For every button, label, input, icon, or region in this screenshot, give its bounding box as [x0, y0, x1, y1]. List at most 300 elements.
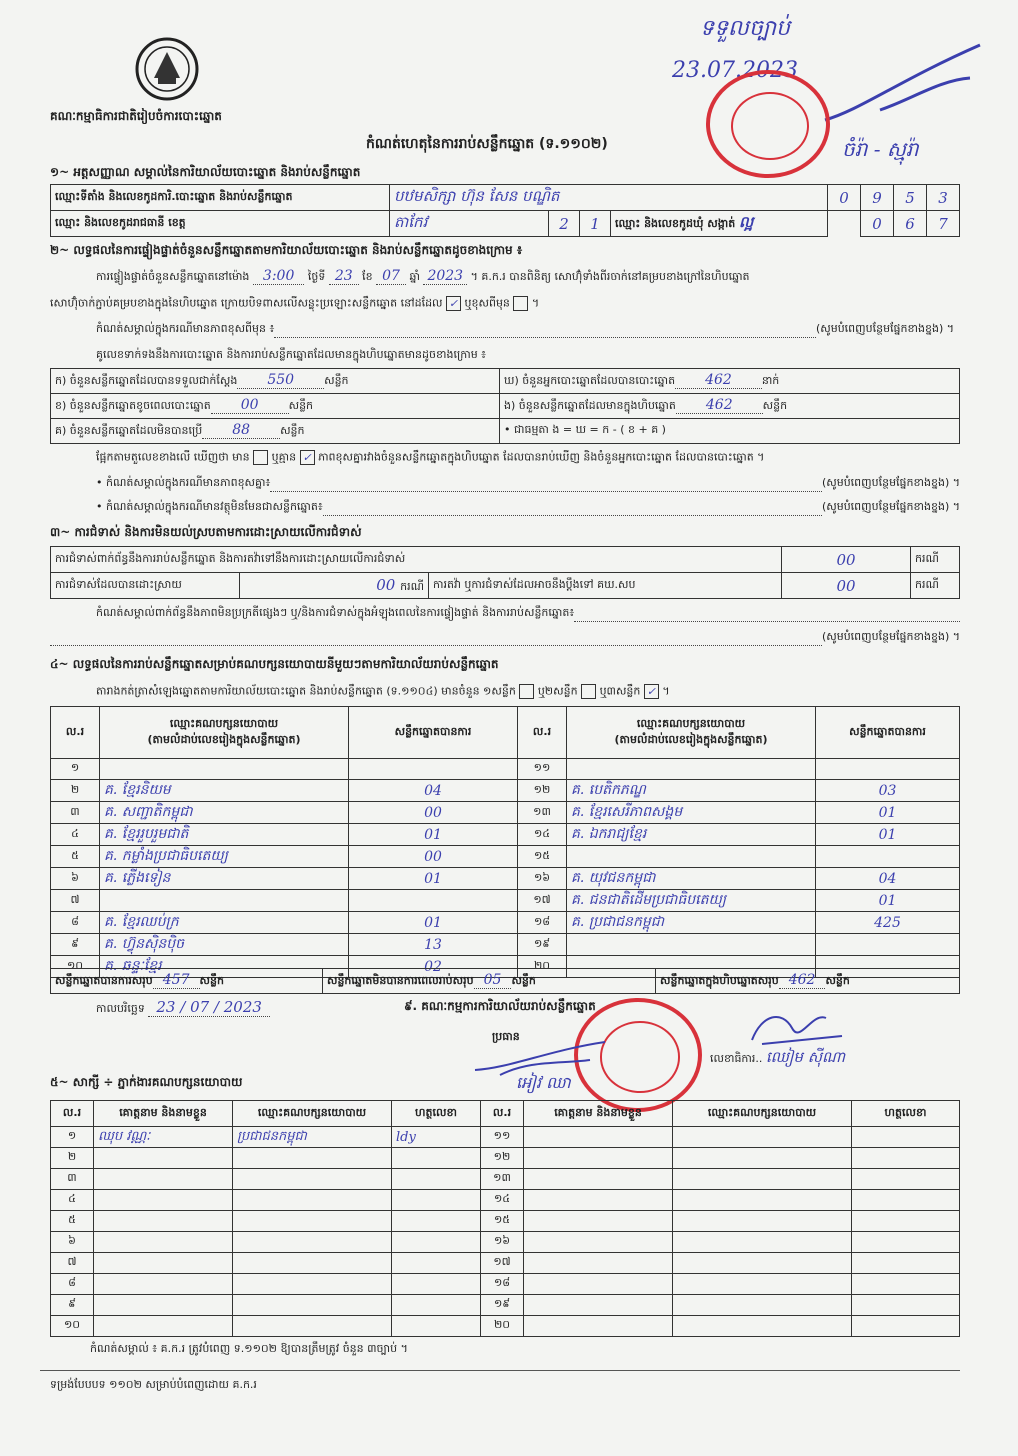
- has-discrepancy-checkbox[interactable]: [253, 450, 268, 465]
- two-sheet-text: ឬ២សន្លឹក: [537, 684, 578, 698]
- party-votes: 00: [349, 802, 518, 824]
- verification-day: 23: [329, 268, 359, 285]
- irregularity-note-label: កំណត់សម្គាល់ពាក់ព័ន្ធនឹងភាពមិនប្រក្រតីផ្សេងៗ ឬ/និងការជំទាស់ក្នុងអំឡុងពេលនៃការផ្ទៀងផ្ទាត់ និងការរាប់សន្លឹកឆ្នោត៖: [96, 606, 575, 619]
- chair-name: អៀវ ឈា: [516, 1073, 571, 1092]
- party-no: ១២: [518, 780, 567, 802]
- witness-signature: [392, 1148, 481, 1169]
- witness-party: [233, 1211, 392, 1232]
- witness-header-no: ល.រ: [51, 1101, 94, 1127]
- party-no: ៤: [51, 824, 100, 846]
- section2-title: ២~ លទ្ធផលនៃការផ្ទៀងផ្ទាត់ចំនួនសន្លឹកឆ្នោតតាមការិយាល័យបោះឆ្នោត និងរាប់សន្លឹកឆ្នោតដូចខាងក្រោម ៖: [50, 243, 523, 257]
- appeal-count: 00: [782, 573, 911, 599]
- verification-year: 2023: [423, 268, 467, 285]
- witness-no: ៤: [51, 1190, 94, 1211]
- bullet2-line: [96, 500, 960, 516]
- party-no: ១៦: [518, 868, 567, 890]
- bullet1-hint: (សូមបំពេញបន្ថែមផ្នែកខាងខ្នង) ។: [821, 476, 960, 489]
- resolved-unit: ករណី: [400, 579, 424, 593]
- results-header-no: ល.រ: [51, 707, 100, 759]
- day-label: ថ្ងៃទី: [307, 270, 326, 283]
- witness-row: [51, 1190, 960, 1211]
- party-no: ១០: [51, 956, 100, 978]
- witness-no: ១៧: [481, 1253, 524, 1274]
- spoiled-value: 00: [211, 397, 289, 414]
- witness-signature: [852, 1148, 960, 1169]
- footer-form-code: ទម្រង់បែបបទ ១១០២ សម្រាប់បំពេញដោយ គ.ក.រ: [50, 1378, 257, 1391]
- received-unit: សន្លឹក: [324, 374, 349, 387]
- witness-party: [233, 1232, 392, 1253]
- total-valid-cell: [51, 969, 323, 994]
- witness-no: ៥: [51, 1211, 94, 1232]
- resolved-count: [240, 573, 429, 599]
- witness-row: [51, 1127, 960, 1148]
- witness-party: [233, 1148, 392, 1169]
- unused-unit: សន្លឹក: [280, 424, 305, 437]
- no-discrepancy-checkbox[interactable]: ✓: [300, 450, 315, 465]
- party-name: [100, 759, 349, 780]
- tally-sheet-text: តារាងកត់ត្រាសំឡេងឆ្នោតតាមការិយាល័យបោះឆ្នោត និងរាប់សន្លឹកឆ្នោត (ទ.១១០៤) មានចំនួន ១សន្លឹក: [96, 684, 516, 698]
- location-code-1: 9: [861, 185, 894, 211]
- bullet1-field[interactable]: [270, 476, 822, 492]
- discrepancy-text: ផ្អែកតាមតួលេខខាងលើ ឃើញថា មាន: [96, 450, 250, 464]
- witness-party: ប្រជាជនកម្ពុជា: [233, 1127, 392, 1148]
- witness-header-party-2: ឈ្មោះគណបក្សនយោបាយ: [673, 1101, 852, 1127]
- objection-label: ការជំទាស់ពាក់ព័ន្ធនឹងការរាប់សន្លឹកឆ្នោត និងការតវ៉ាទៅនឹងការដោះស្រាយលើការជំទាស់: [51, 547, 782, 573]
- party-name: គ. ខ្មែររួបរួមជាតិ: [100, 824, 349, 846]
- results-row: [51, 846, 960, 868]
- witness-signature: [392, 1274, 481, 1295]
- section5-title: ៥~ សាក្សី ÷ ភ្នាក់ងារគណបក្សនយោបាយ: [50, 1075, 243, 1089]
- lock-or-text: ឬខុសពីមុន: [464, 296, 510, 310]
- month-label: ខែ: [362, 270, 373, 283]
- results-row: [51, 868, 960, 890]
- irregularity-note-line2: [50, 630, 960, 646]
- witness-header-no-2: ល.រ: [481, 1101, 524, 1127]
- witness-party: [673, 1316, 852, 1337]
- irregularity-note-field2[interactable]: [50, 630, 822, 646]
- bullet2-hint: (សូមបំពេញបន្ថែមផ្នែកខាងខ្នង) ។: [821, 500, 960, 513]
- commune-label-text: ឈ្មោះ និងលេខកូដឃុំ សង្កាត់: [615, 216, 736, 230]
- witness-body: [51, 1127, 960, 1337]
- witness-signature: [852, 1253, 960, 1274]
- party-no: ១៨: [518, 912, 567, 934]
- witness-party: [673, 1274, 852, 1295]
- witness-row: [51, 1211, 960, 1232]
- witness-party: [673, 1169, 852, 1190]
- discrepancy-line: [96, 450, 764, 467]
- party-no: ២០: [518, 956, 567, 978]
- witness-header-sign-2: ហត្ថលេខា: [852, 1101, 960, 1127]
- total-box-value: 462: [779, 972, 826, 989]
- section4-title: ៤~ លទ្ធផលនៃការរាប់សន្លឹកឆ្នោតសម្រាប់គណបក្សនយោបាយនីមួយៗតាមការិយាល័យរាប់សន្លឹកឆ្នោត: [50, 657, 499, 671]
- witness-name: [94, 1274, 233, 1295]
- witness-party: [673, 1295, 852, 1316]
- witness-row: [51, 1232, 960, 1253]
- date-label: កាលបរិច្ឆេទ: [96, 1002, 145, 1015]
- party-no: ៦: [51, 868, 100, 890]
- verification-line: [96, 268, 966, 286]
- witness-signature: [392, 1211, 481, 1232]
- in-box-value: 462: [676, 397, 763, 414]
- section3-title: ៣~ ការជំទាស់ និងការមិនយល់ស្របតាមការដោះស្រាយលើការជំទាស់: [50, 525, 362, 539]
- location-code-2: 5: [894, 185, 927, 211]
- results-table: [50, 706, 960, 978]
- secretary-label: លេខាធិការ: [710, 1052, 756, 1065]
- counting-committee-label: ៩. គណៈកម្មការការិយាល័យរាប់សន្លឹកឆ្នោត: [404, 999, 596, 1013]
- witness-signature: [852, 1211, 960, 1232]
- party-no: ៨: [51, 912, 100, 934]
- footer-note: កំណត់សម្គាល់ ៖ គ.ក.រ ត្រូវបំពេញ ទ.១១០២ ឱ្យបានត្រឹមត្រូវ ចំនួន ៣ច្បាប់ ។: [90, 1342, 408, 1355]
- commune-value: ល្អ: [739, 212, 754, 231]
- witness-party: [673, 1211, 852, 1232]
- committee-name: គណៈកម្មាធិការជាតិរៀបចំការបោះឆ្នោត: [50, 109, 222, 123]
- party-name: គ. បេតិកភណ្ឌ: [567, 780, 816, 802]
- in-box-row: [500, 394, 960, 419]
- witness-signature: [852, 1274, 960, 1295]
- voters-row: [500, 369, 960, 394]
- witness-party: [233, 1169, 392, 1190]
- witness-party: [233, 1295, 392, 1316]
- party-no: ១៩: [518, 934, 567, 956]
- witness-no: ១៤: [481, 1190, 524, 1211]
- received-value: 550: [237, 372, 324, 389]
- witness-no: ១០: [51, 1316, 94, 1337]
- witness-row: [51, 1253, 960, 1274]
- party-name: គ. យុវជនកម្ពុជា: [567, 868, 816, 890]
- party-votes: 01: [816, 802, 960, 824]
- spoiled-unit: សន្លឹក: [288, 399, 314, 412]
- bullet2-label: • កំណត់សម្គាល់ក្នុងករណីមានវត្ថុមិនមែនជាសន្លឹកឆ្នោត៖: [96, 500, 323, 513]
- party-votes: 02: [349, 956, 518, 978]
- party-votes: [349, 890, 518, 912]
- footer-divider: [40, 1370, 960, 1371]
- voters-label: ឃ) ចំនួនអ្នកបោះឆ្នោតដែលបានបោះឆ្នោត: [504, 374, 676, 387]
- witness-no: ១៣: [481, 1169, 524, 1190]
- signature-stroke: [820, 40, 990, 130]
- witness-name: [94, 1232, 233, 1253]
- appeal-label: ការតវ៉ា ឬការជំទាស់ដែលអាចនឹងប្តឹងទៅ គឃ.សប: [429, 573, 782, 599]
- bullet1-label: • កំណត់សម្គាល់ក្នុងករណីមានភាពខុសគ្នា៖: [96, 476, 271, 489]
- witness-name: [524, 1211, 673, 1232]
- witness-name: [94, 1148, 233, 1169]
- handwritten-received: ទទួលច្បាប់: [700, 16, 791, 41]
- witness-signature: [852, 1295, 960, 1316]
- commune-code-1: 6: [894, 211, 927, 237]
- party-votes: 04: [816, 868, 960, 890]
- witness-signature: [392, 1295, 481, 1316]
- party-votes: [816, 934, 960, 956]
- witness-signature: [852, 1190, 960, 1211]
- results-header-no-2: ល.រ: [518, 707, 567, 759]
- party-no: ៩: [51, 934, 100, 956]
- in-box-label: ង) ចំនួនសន្លឹកឆ្នោតដែលមានក្នុងហិបឆ្នោត: [504, 399, 676, 412]
- party-votes: 01: [349, 912, 518, 934]
- party-votes: 00: [349, 846, 518, 868]
- lock-text: សោហ៊ុំចាក់ភ្ជាប់គម្របខាងក្នុងនៃហិបឆ្នោត ក្រោយបិទពាសលើសន្លុះប្រឡោះសន្លឹកឆ្នោត នៅដដែល: [50, 296, 443, 310]
- voters-unit: នាក់: [761, 374, 780, 387]
- witness-signature: [392, 1190, 481, 1211]
- spoiled-label: ខ) ចំនួនសន្លឹកឆ្នោតខូចពេលបោះឆ្នោត: [55, 399, 211, 412]
- handwritten-date: 23.07.2023: [672, 58, 798, 83]
- location-value: បឋមសិក្សា ហ៊ុន សែន បណ្ឌិត: [390, 185, 828, 211]
- witness-signature: [852, 1169, 960, 1190]
- figures-table: [50, 368, 960, 444]
- location-label: ឈ្មោះទីតាំង និងលេខកូដការិ.បោះឆ្នោត និងរាប់សន្លឹកឆ្នោត: [51, 185, 390, 211]
- total-invalid-unit: សន្លឹក: [511, 974, 536, 987]
- discrepancy-or: ឬគ្មាន: [271, 450, 297, 464]
- official-stamp-top: [706, 70, 830, 178]
- witness-no: ៨: [51, 1274, 94, 1295]
- party-name: គ. ខ្មែរនិយម: [100, 780, 349, 802]
- witness-no: ១២: [481, 1148, 524, 1169]
- total-invalid-cell: [322, 969, 655, 994]
- party-no: ១: [51, 759, 100, 780]
- witness-no: ១: [51, 1127, 94, 1148]
- total-valid-unit: សន្លឹក: [199, 974, 224, 987]
- two-sheet-checkbox[interactable]: [581, 684, 596, 699]
- total-box-label: សន្លឹកឆ្នោតក្នុងហិបឆ្នោតសរុប: [660, 974, 779, 987]
- total-valid-value: 457: [153, 972, 200, 989]
- witness-name: [94, 1211, 233, 1232]
- party-no: ១៣: [518, 802, 567, 824]
- results-row: [51, 824, 960, 846]
- party-name: គ. ជនជាតិដើមប្រជាធិបតេយ្យ: [567, 890, 816, 912]
- section1-title: ១~ អត្តសញ្ញាណ សម្គាល់នៃការិយាល័យបោះឆ្នោត និងរាប់សន្លឹកឆ្នោត: [50, 165, 361, 179]
- totals-table: [50, 968, 960, 994]
- results-row: [51, 780, 960, 802]
- witness-party: [233, 1253, 392, 1274]
- witness-party: [673, 1253, 852, 1274]
- witness-name: [524, 1169, 673, 1190]
- nec-emblem: [134, 36, 200, 102]
- results-row: [51, 890, 960, 912]
- spoiled-row: [51, 394, 500, 419]
- party-votes: 03: [816, 780, 960, 802]
- party-no: ១៧: [518, 890, 567, 912]
- difference-note-label: កំណត់សម្គាល់ក្នុងករណីមានភាពខុសពីមុន ៖: [96, 322, 275, 335]
- witness-name: [94, 1253, 233, 1274]
- commune-gap: [828, 211, 861, 237]
- commune-label: [611, 211, 828, 237]
- total-invalid-value: 05: [474, 972, 512, 989]
- received-label: ក) ចំនួនសន្លឹកឆ្នោតដែលបានទទួលជាក់ស្តែង: [55, 374, 238, 387]
- results-row: [51, 934, 960, 956]
- results-body: [51, 759, 960, 978]
- three-sheet-checkbox[interactable]: ✓: [644, 684, 659, 699]
- party-votes: 01: [816, 890, 960, 912]
- results-header-votes-2: សន្លឹកឆ្នោតបានការ: [816, 707, 960, 759]
- verification-text: ការផ្ទៀងផ្ទាត់ចំនួនសន្លឹកឆ្នោតនៅម៉ោង: [96, 270, 250, 283]
- witness-party: [233, 1190, 392, 1211]
- witness-name: [524, 1274, 673, 1295]
- party-no: ១១: [518, 759, 567, 780]
- witness-no: ៩: [51, 1295, 94, 1316]
- witness-signature: [852, 1316, 960, 1337]
- location-code-3: 3: [927, 185, 960, 211]
- party-name: [567, 759, 816, 780]
- witness-signature: [392, 1316, 481, 1337]
- witness-party: [673, 1232, 852, 1253]
- verification-month: 07: [376, 268, 406, 285]
- witness-no: ៦: [51, 1232, 94, 1253]
- unused-label: គ) ចំនួនសន្លឹកឆ្នោតដែលមិនបានប្រើ: [55, 424, 203, 437]
- witness-header-sign: ហត្ថលេខា: [392, 1101, 481, 1127]
- witness-name: [94, 1295, 233, 1316]
- witness-name: [524, 1148, 673, 1169]
- difference-note-hint: (សូមបំពេញបន្ថែមផ្នែកខាងខ្នង) ។: [815, 322, 954, 335]
- results-row: [51, 802, 960, 824]
- results-header-votes: សន្លឹកឆ្នោតបានការ: [349, 707, 518, 759]
- witness-name: [524, 1232, 673, 1253]
- party-name: គ. ខ្មែរសេរីភាពសង្គម: [567, 802, 816, 824]
- party-no: ២: [51, 780, 100, 802]
- witness-name: [524, 1253, 673, 1274]
- party-name: គ. ខ្មែរឈប់ក្រ: [100, 912, 349, 934]
- secretary-line: លេខាធិការ.. ឈៀម ស៊ីណា: [710, 1048, 846, 1066]
- witness-party: [673, 1148, 852, 1169]
- party-name: [567, 846, 816, 868]
- witness-name: [94, 1316, 233, 1337]
- witness-party: [673, 1190, 852, 1211]
- appeal-unit: ករណី: [911, 573, 960, 599]
- witness-party: [673, 1127, 852, 1148]
- witness-name: [524, 1127, 673, 1148]
- year-label: ឆ្នាំ: [409, 270, 420, 283]
- objection-table: [50, 546, 960, 599]
- chair-signature: [470, 1030, 610, 1080]
- witness-header-party: ឈ្មោះគណបក្សនយោបាយ: [233, 1101, 392, 1127]
- changed-checkbox[interactable]: [513, 296, 528, 311]
- discrepancy-text-end: ភាពខុសគ្នារវាងចំនួនសន្លឹកឆ្នោតក្នុងហិបឆ្នោត ដែលបានរាប់ឃើញ និងចំនួនអ្នកបោះឆ្នោត ដែលបានបោះឆ្នោត ។: [318, 450, 765, 464]
- tally-sheet-line: តារាងកត់ត្រាសំឡេងឆ្នោតតាមការិយាល័យបោះឆ្នោត និងរាប់សន្លឹកឆ្នោត (ទ.១១០៤) មានចំនួន ១សន្លឹក ឬ២សន្លឹក ឬ៣សន្លឹក ✓ ។: [96, 684, 670, 698]
- voters-value: 462: [675, 372, 762, 389]
- witness-table: [50, 1100, 960, 1337]
- irregularity-note-field[interactable]: [574, 606, 960, 622]
- total-box-cell: [656, 969, 960, 994]
- resolved-count-value: 00: [376, 575, 396, 594]
- witness-row: [51, 1148, 960, 1169]
- province-code-1: 1: [580, 211, 611, 237]
- objection-count: 00: [782, 547, 911, 573]
- results-header-party-2: ឈ្មោះគណបក្សនយោបាយ (តាមលំដាប់លេខរៀងក្នុងសន្លឹកឆ្នោត): [567, 707, 816, 759]
- witness-row: [51, 1169, 960, 1190]
- party-name: គ. ប្រជាជនកម្ពុជា: [567, 912, 816, 934]
- lock-line: សោហ៊ុំចាក់ភ្ជាប់គម្របខាងក្នុងនៃហិបឆ្នោត ក្រោយបិទពាសលើសន្លុះប្រឡោះសន្លឹកឆ្នោត នៅដដែល ✓ ឬខុសពីមុន ។: [50, 296, 540, 310]
- witness-party: [233, 1316, 392, 1337]
- witness-signature: ldy: [392, 1127, 481, 1148]
- party-name: គ. ឆន្ទៈខ្មែរ: [100, 956, 349, 978]
- party-votes: [349, 759, 518, 780]
- party-name: គ. ភ្លើងទៀន: [100, 868, 349, 890]
- total-box-unit: សន្លឹក: [825, 974, 850, 987]
- unused-value: 88: [202, 422, 280, 439]
- witness-signature: [392, 1232, 481, 1253]
- difference-note-field[interactable]: [274, 322, 816, 338]
- witness-signature: [392, 1169, 481, 1190]
- witness-name: [94, 1190, 233, 1211]
- witness-no: ១៩: [481, 1295, 524, 1316]
- bullet1-line: [96, 476, 960, 492]
- same-checkbox[interactable]: ✓: [446, 296, 461, 311]
- secretary-name: ឈៀម ស៊ីណា: [765, 1048, 846, 1066]
- province-value: តាកែវ: [390, 211, 549, 237]
- province-label: ឈ្មោះ និងលេខកូដរាជធានី ខេត្ត: [51, 211, 390, 237]
- three-sheet-text: ឬ៣សន្លឹក: [599, 684, 641, 698]
- formula: • ជាធម្មតា ង = ឃ = ក - ( ខ + គ ): [500, 419, 960, 444]
- irregularity-note-hint: (សូមបំពេញបន្ថែមផ្នែកខាងខ្នង) ។: [821, 630, 960, 643]
- witness-no: ១៥: [481, 1211, 524, 1232]
- results-header-party: ឈ្មោះគណបក្សនយោបាយ (តាមលំដាប់លេខរៀងក្នុងសន្លឹកឆ្នោត): [100, 707, 349, 759]
- witness-signature: [392, 1253, 481, 1274]
- party-votes: 13: [349, 934, 518, 956]
- witness-no: ៧: [51, 1253, 94, 1274]
- witness-signature: [852, 1232, 960, 1253]
- witness-row: [51, 1274, 960, 1295]
- witness-no: ១៦: [481, 1232, 524, 1253]
- chair-label: ប្រធាន: [492, 1030, 520, 1043]
- witness-no: ១៨: [481, 1274, 524, 1295]
- party-name: គ. សញ្ជាតិកម្ពុជា: [100, 802, 349, 824]
- unused-row: [51, 419, 500, 444]
- witness-name: [524, 1316, 673, 1337]
- party-votes: 425: [816, 912, 960, 934]
- party-name: [567, 934, 816, 956]
- witness-row: [51, 1295, 960, 1316]
- one-sheet-checkbox[interactable]: [519, 684, 534, 699]
- results-row: [51, 759, 960, 780]
- form-title: កំណត់ហេតុនៃការរាប់សន្លឹកឆ្នោត (ទ.១១០២): [366, 136, 608, 152]
- witness-header-name-2: គោត្តនាម និងនាមខ្លួន: [524, 1101, 673, 1127]
- total-invalid-label: សន្លឹកឆ្នោតមិនបានការពេលរាប់សរុប: [326, 974, 474, 987]
- party-no: ៥: [51, 846, 100, 868]
- witness-header-name: គោត្តនាម និងនាមខ្លួន: [94, 1101, 233, 1127]
- irregularity-note-line: [96, 606, 960, 622]
- in-box-unit: សន្លឹក: [762, 399, 788, 412]
- party-votes: 04: [349, 780, 518, 802]
- party-votes: [816, 846, 960, 868]
- results-row: [51, 912, 960, 934]
- witness-name: [524, 1190, 673, 1211]
- party-name: [100, 890, 349, 912]
- objection-unit: ករណី: [911, 547, 960, 573]
- handwritten-signature: ចំរ៉ា - ស្មុរ៉ា: [842, 137, 919, 161]
- witness-no: ២០: [481, 1316, 524, 1337]
- figures-intro: គូលេខទាក់ទងនឹងការបោះឆ្នោត និងការរាប់សន្លឹកឆ្នោតដែលមានក្នុងហិបឆ្នោតមានដូចខាងក្រោម ៖: [96, 348, 487, 361]
- party-name: គ. កម្លាំងប្រជាធិបតេយ្យ: [100, 846, 349, 868]
- party-no: ៣: [51, 802, 100, 824]
- witness-no: ៣: [51, 1169, 94, 1190]
- witness-no: ១១: [481, 1127, 524, 1148]
- party-votes: [816, 759, 960, 780]
- party-name: គ. ឯករាជ្យខ្មែរ: [567, 824, 816, 846]
- witness-party: [233, 1274, 392, 1295]
- party-no: ៧: [51, 890, 100, 912]
- received-row: [51, 369, 500, 394]
- section1-table: [50, 184, 960, 237]
- bullet2-field[interactable]: [323, 500, 822, 516]
- witness-signature: [852, 1127, 960, 1148]
- witness-name: ឈុប វណ្ណៈ: [94, 1127, 233, 1148]
- witness-name: [94, 1169, 233, 1190]
- date-line: [96, 998, 270, 1018]
- party-name: គ. ហ៊្វុនស៊ិនប៉ិច: [100, 934, 349, 956]
- location-code-0: 0: [828, 185, 861, 211]
- province-code-0: 2: [549, 211, 580, 237]
- commune-code-0: 0: [861, 211, 894, 237]
- verification-text-end: ។ គ.ក.រ បានពិនិត្យ សោហ៊ុំទាំងពីរចាក់នៅគម្របខាងក្រៅនៃហិបឆ្នោត: [470, 270, 750, 283]
- total-valid-label: សន្លឹកឆ្នោតបានការសរុប: [55, 974, 153, 987]
- resolved-label: ការជំទាស់ដែលបានដោះស្រាយ: [51, 573, 240, 599]
